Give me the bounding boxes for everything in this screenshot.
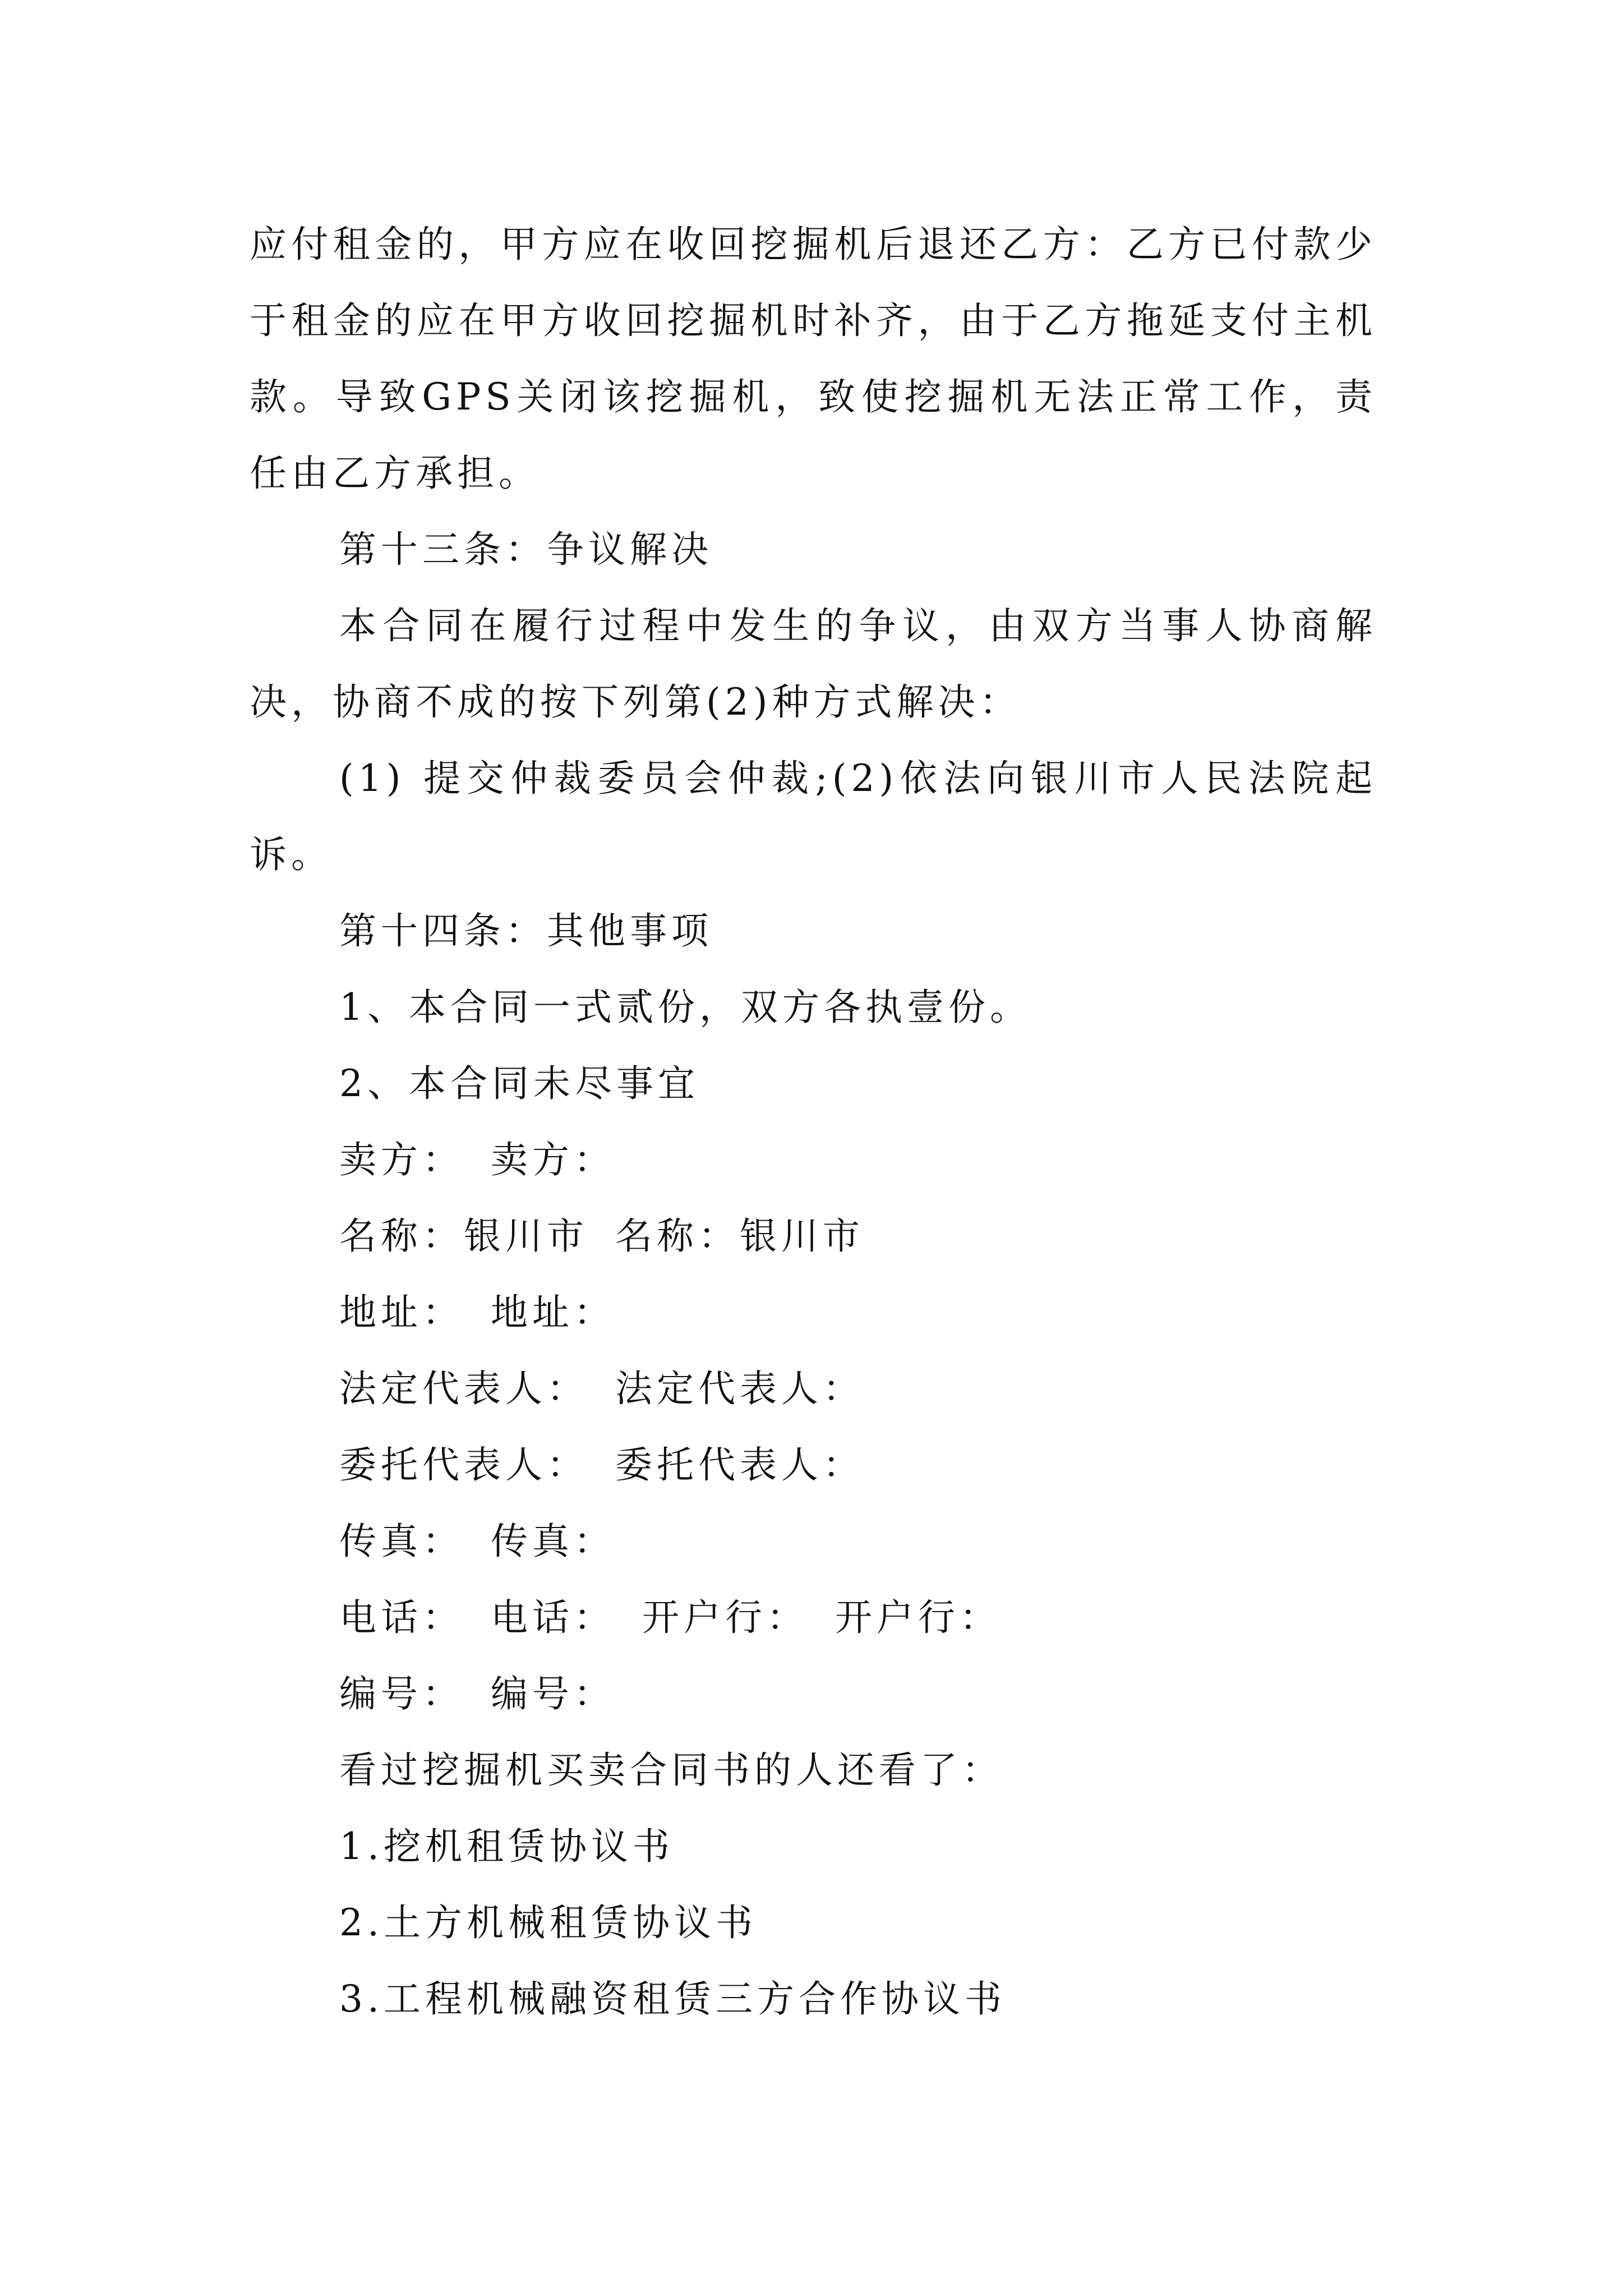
- bank-label-a: 开户行：: [642, 1596, 808, 1639]
- article-14-title: 第十四条：其他事项: [339, 909, 713, 953]
- seller-label-a: 卖方：: [339, 1138, 464, 1181]
- fax-label-b: 传真：: [491, 1520, 615, 1563]
- seller-row: [339, 1122, 615, 1198]
- related-link-2[interactable]: 2.土方机械租赁协议书: [339, 1901, 757, 1944]
- phone-label-b: 电话：: [491, 1596, 615, 1639]
- legal-rep-label-b: 法定代表人：: [615, 1367, 864, 1410]
- agent-label-a: 委托代表人：: [339, 1443, 588, 1487]
- name-label-b: 名称：银川市: [615, 1214, 864, 1258]
- number-label-a: 编号：: [339, 1672, 464, 1715]
- phone-label-a: 电话：: [339, 1596, 464, 1639]
- related-heading: 看过挖掘机买卖合同书的人还看了：: [339, 1749, 1003, 1792]
- agent-row: [339, 1427, 864, 1503]
- bank-label-b: 开户行：: [835, 1596, 1001, 1639]
- phone-bank-row: [339, 1580, 1001, 1656]
- paragraph-continuation: 应付租金的，甲方应在收回挖掘机后退还乙方：乙方已付款少于租金的应在甲方收回挖掘机时补齐，由于乙方拖延支付主机款。导致GPS关闭该挖掘机，致使挖掘机无法正常工作，责任由乙方承担。: [250, 223, 1377, 495]
- related-link-3[interactable]: 3.工程机械融资租赁三方合作协议书: [339, 1977, 1006, 2021]
- article-13-title: 第十三条：争议解决: [339, 528, 713, 571]
- legal-rep-label-a: 法定代表人：: [339, 1367, 588, 1410]
- name-row: [339, 1198, 864, 1274]
- address-row: [339, 1274, 615, 1351]
- related-link-1[interactable]: 1.挖机租赁协议书: [339, 1825, 674, 1868]
- number-label-b: 编号：: [491, 1672, 615, 1715]
- article-13-options: (1) 提交仲裁委员会仲裁;(2)依法向银川市人民法院起诉。: [250, 757, 1377, 876]
- number-row: [339, 1656, 615, 1732]
- agent-label-b: 委托代表人：: [615, 1443, 864, 1487]
- fax-row: [339, 1503, 615, 1580]
- name-label-a: 名称：银川市: [339, 1214, 588, 1258]
- item-2: 2、本合同未尽事宜: [339, 1062, 699, 1105]
- item-1: 1、本合同一式贰份，双方各执壹份。: [339, 986, 1031, 1029]
- legal-rep-row: [339, 1351, 864, 1427]
- seller-label-b: 卖方：: [491, 1138, 615, 1181]
- fax-label-a: 传真：: [339, 1520, 464, 1563]
- article-13-text: 本合同在履行过程中发生的争议，由双方当事人协商解决，协商不成的按下列第(2)种方式解决：: [250, 604, 1377, 724]
- address-label-b: 地址：: [491, 1291, 615, 1334]
- address-label-a: 地址：: [339, 1291, 464, 1334]
